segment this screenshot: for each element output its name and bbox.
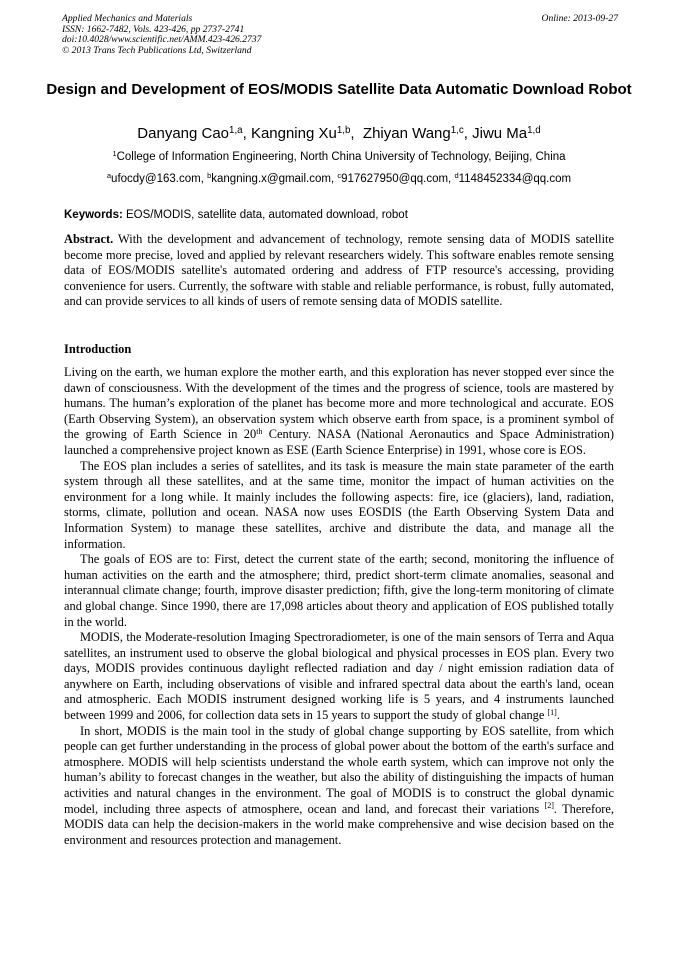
paragraph: The goals of EOS are to: First, detect the current state of the earth; second, monitoring the influence of human activities on the earth and the atmosphere; third, predict short-term climate anomalies, seasonal and interannual climate change; fourth, improve disaster prediction; fifth, give the long-term monitoring of climate and global change. Since 1990, there are 17,098 articles about theory and application of EOS published totally in the world.: [64, 552, 614, 629]
paragraph-text: Living on the earth, we human explore the mother earth, and this exploration has never stopped ever since the dawn of consciousness. With the development of the times and the progress of science, tools are mastered by humans. The human’s exploration of the planet has become more and more technological and accurate. EOS (Earth Observing System), an observation system which observe earth from space, is a prominent symbol of the growing of Earth Science in 20: [64, 365, 614, 442]
abstract-label: Abstract.: [64, 232, 114, 246]
keywords: [64, 208, 616, 222]
email-mark: d: [454, 170, 459, 180]
introduction-body: [64, 365, 614, 848]
paragraph: [64, 630, 614, 724]
author-name: Danyang Cao: [137, 125, 230, 142]
keywords-label: Keywords:: [64, 209, 123, 221]
paragraph: [64, 724, 614, 849]
paragraph-text: . Therefore, MODIS data can help the decision-makers in the world make comprehensive and wise decision based on the environment and resources protection and management.: [64, 801, 614, 847]
section-heading-introduction: Introduction: [64, 342, 132, 356]
email-address[interactable]: 1148452334@qq.com: [458, 173, 572, 185]
email-mark: c: [337, 170, 342, 180]
keywords-text: EOS/MODIS, satellite data, automated download, robot: [126, 209, 408, 221]
paragraph-text: In short, MODIS is the main tool in the study of global change supporting by EOS satellite, from which people can get further understanding in the process of global power about the bottom of the earth's surface and atmosphere. MODIS will help scientists understand the whole earth system, which can improve not only the human’s ability to forecast changes in the weather, but also the ability of distinguishing the impacts of human activities and natural changes in the environment. The goal of MODIS is to construct the global dynamic model, including three aspects of atmosphere, ocean and land, and forecast their variations: [64, 723, 614, 816]
author-affiliation-mark: 1,c: [450, 124, 464, 136]
paragraph-text: Century. NASA (National Aeronautics and Space Administration) launched a comprehensive project known as ESE (Earth Science Enterprise) in 1991, whose core is EOS.: [64, 427, 614, 457]
paragraph: [64, 365, 614, 459]
email-address[interactable]: kangning.x@gmail.com: [211, 173, 331, 185]
citation-ref[interactable]: [2]: [544, 801, 554, 811]
affiliation-text: College of Information Engineering, North China University of Technology, Beijing, China: [116, 151, 566, 163]
affiliation: [20, 150, 658, 164]
author-name: Jiwu Ma: [472, 125, 528, 142]
author-affiliation-mark: 1,b: [336, 124, 351, 136]
email-list: $^a$ufocdy@163.com, $^b$kangning.x@gmail.com, $^c$917627950@qq.com, $^d$1148452334@qq.com: [106, 170, 572, 185]
citation-ref[interactable]: [1]: [547, 707, 557, 717]
journal-name: Applied Mechanics and Materials: [62, 13, 193, 24]
email-mark: a: [106, 170, 112, 180]
paragraph-text: .: [556, 708, 560, 723]
author-name: Kangning Xu: [250, 125, 337, 142]
copyright-line: © 2013 Trans Tech Publications Ltd, Switzerland: [62, 44, 252, 56]
email-address[interactable]: 917627950@qq.com: [341, 173, 449, 185]
abstract: [64, 232, 614, 310]
publication-header: [62, 14, 618, 56]
paragraph: The EOS plan includes a series of satellites, and its task is measure the main state parameter of the earth system through all these satellites, and at the same time, monitor the impact of human activities on the environment for a long while. It mainly includes the following aspects: fire, ice (glaciers), land, radiation, storms, climate, pollution and ocean. NASA now uses EOSDIS (the Earth Observing System Data and Information System) to manage these satellites, archive and distribute the data, and manage all the information.: [64, 458, 614, 551]
author-affiliation-mark: 1,d: [527, 124, 541, 136]
author-list: Danyang Cao$^{1,a}$, Kangning Xu$^{1,b}$, Zhiyan Wang$^{1,c}$, Jiwu Ma$^{1,d}$: [137, 124, 541, 142]
author-name: Zhiyan Wang: [362, 125, 451, 142]
email-mark: b: [207, 170, 212, 180]
superscript: th: [256, 426, 263, 436]
online-date: Online: 2013-09-27: [541, 13, 618, 24]
author-affiliation-mark: 1,a: [229, 124, 243, 136]
paragraph-text: MODIS, the Moderate-resolution Imaging Spectroradiometer, is one of the main sensors of Terra and Aqua satellites, an instrument used to observe the global biological and physical processes in EOS plan. Every two days, MODIS provides continuous daylight reflected radiation and day / night emission radiation data of anywhere on Earth, including observations of visible and infrared spectral data about the earth's land, ocean and atmospheric. Each MODIS instrument designed working life is 5 years, and 4 instruments launched between 1999 and 2006, for collection data sets in 15 years to support the study of global change: [64, 630, 614, 723]
issn-line: ISSN: 1662-7482, Vols. 423-426, pp 2737-2741: [62, 23, 245, 35]
paper-title: Design and Development of EOS/MODIS Satellite Data Automatic Download Robot: [46, 81, 632, 98]
affiliation-mark: 1: [112, 148, 117, 158]
abstract-text: With the development and advancement of technology, remote sensing data of MODIS satellite become more precise, loved and applied by relevant researchers widely. This software enables remote sensing data of EOS/MODIS satellite's automated ordering and address of FTP resource's accessing, providing convenience for users. Currently, the software with stable and reliable performance, is robust, fully automated, and can provide services to all kinds of users of remote sensing data of MODIS satellite.: [64, 232, 614, 309]
email-address[interactable]: ufocdy@163.com: [111, 173, 201, 185]
doi-line: doi:10.4028/www.scientific.net/AMM.423-426.2737: [62, 34, 262, 46]
